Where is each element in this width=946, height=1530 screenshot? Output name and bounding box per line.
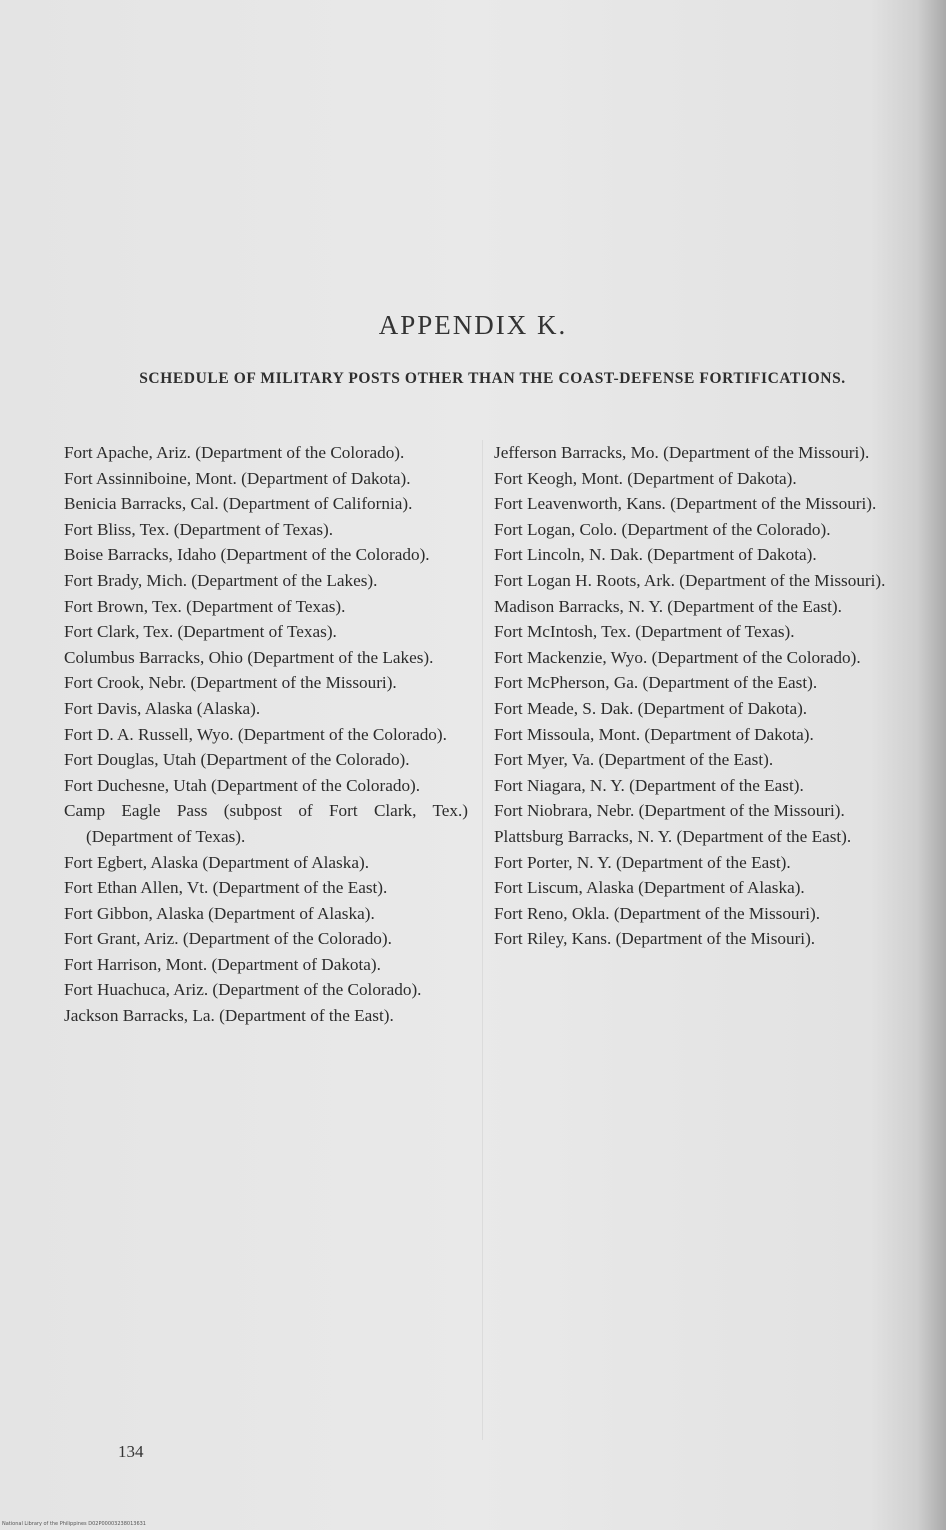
post-entry: Benicia Barracks, Cal. (Department of California). [64, 494, 413, 514]
post-entry: Fort Logan H. Roots, Ark. (Department of the Missouri). [494, 570, 886, 590]
post-entry: Madison Barracks, N. Y. (Department of the East). [494, 596, 842, 616]
post-entry: Fort Brown, Tex. (Department of Texas). [64, 596, 346, 616]
post-entry: Fort Douglas, Utah (Department of the Colorado). [64, 750, 410, 770]
schedule-subtitle: SCHEDULE OF MILITARY POSTS OTHER THAN THE COAST-DEFENSE FORTIFICATIONS. [139, 370, 846, 387]
post-entry: Fort Bliss, Tex. (Department of Texas). [64, 519, 334, 539]
scan-footer: National Library of the Philippines D02P00003238013631 [2, 1521, 146, 1527]
post-entry: Fort Liscum, Alaska (Department of Alaska). [494, 878, 805, 898]
post-entry: Fort Harrison, Mont. (Department of Dakota). [64, 954, 381, 974]
post-entry: Fort Porter, N. Y. (Department of the East). [494, 852, 791, 872]
post-entry: Jackson Barracks, La. (Department of the East). [64, 1006, 394, 1026]
post-entry: Fort McPherson, Ga. (Department of the East). [494, 673, 818, 693]
right-column [494, 440, 902, 952]
post-entry: Fort Reno, Okla. (Department of the Missouri). [494, 903, 821, 923]
page-number: 134 [118, 1442, 144, 1461]
post-entry: Fort Davis, Alaska (Alaska). [64, 698, 261, 718]
post-entry: Camp Eagle Pass (subpost of Fort Clark, Tex.) (Department of Texas). [64, 801, 468, 846]
post-entry: Fort Myer, Va. (Department of the East). [494, 750, 774, 770]
post-entry: Fort Ethan Allen, Vt. (Department of the East). [64, 878, 388, 898]
post-entry: Fort Niobrara, Nebr. (Department of the Missouri). [494, 801, 845, 821]
post-entry: Columbus Barracks, Ohio (Department of the Lakes). [64, 647, 434, 667]
post-entry: Fort Keogh, Mont. (Department of Dakota). [494, 468, 797, 488]
post-entry: Fort Logan, Colo. (Department of the Colorado). [494, 519, 831, 539]
post-entry: Jefferson Barracks, Mo. (Department of the Missouri). [494, 443, 870, 462]
post-entry: Fort Huachuca, Ariz. (Department of the Colorado). [64, 980, 422, 1000]
post-entry: Fort Riley, Kans. (Department of the Misouri). [494, 929, 816, 949]
post-entry: Fort Meade, S. Dak. (Department of Dakota). [494, 698, 808, 718]
appendix-title: APPENDIX K. [378, 310, 568, 340]
left-column [64, 440, 468, 1029]
post-entry: Fort Brady, Mich. (Department of the Lakes). [64, 570, 378, 590]
post-entry: Fort Missoula, Mont. (Department of Dakota). [494, 724, 814, 744]
post-entry: Fort Crook, Nebr. (Department of the Missouri). [64, 673, 397, 693]
post-entry: Fort Leavenworth, Kans. (Department of the Missouri). [494, 494, 877, 514]
post-entry: Fort Niagara, N. Y. (Department of the East). [494, 775, 804, 795]
post-entry: Fort Assinniboine, Mont. (Department of Dakota). [64, 468, 411, 488]
post-entry: Fort Egbert, Alaska (Department of Alaska). [64, 852, 369, 872]
post-entry: Fort Grant, Ariz. (Department of the Colorado). [64, 929, 392, 949]
post-entry: Fort McIntosh, Tex. (Department of Texas). [494, 622, 795, 642]
post-entry: Fort Duchesne, Utah (Department of the Colorado). [64, 775, 421, 795]
post-entry: Fort Mackenzie, Wyo. (Department of the Colorado). [494, 647, 861, 667]
post-entry: Boise Barracks, Idaho (Department of the Colorado). [64, 545, 430, 565]
post-entry: Plattsburg Barracks, N. Y. (Department of the East). [494, 826, 852, 846]
post-entry: Fort Lincoln, N. Dak. (Department of Dakota). [494, 545, 817, 565]
post-entry: Fort Gibbon, Alaska (Department of Alaska). [64, 903, 375, 923]
post-entry: Fort Clark, Tex. (Department of Texas). [64, 622, 337, 642]
post-entry: Fort D. A. Russell, Wyo. (Department of the Colorado). [64, 724, 447, 744]
column-divider [482, 440, 483, 1440]
post-entry: Fort Apache, Ariz. (Department of the Colorado). [64, 443, 405, 462]
